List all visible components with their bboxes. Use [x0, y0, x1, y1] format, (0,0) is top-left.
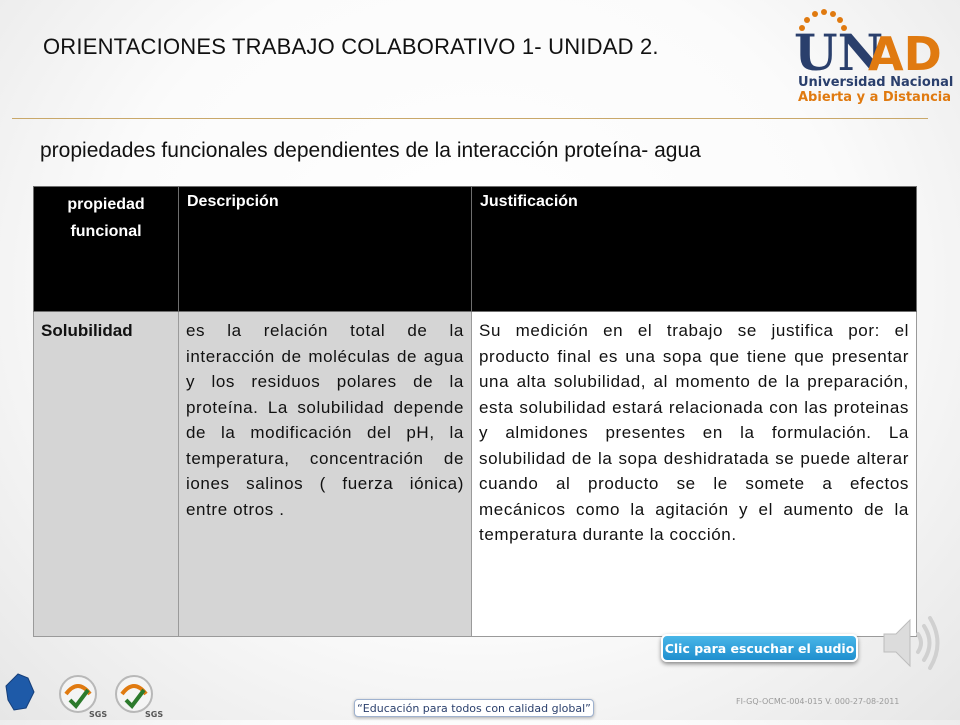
footer-motto: “Educación para todos con calidad global”	[354, 699, 594, 717]
table-row	[34, 312, 917, 637]
header-justification: Justificación	[472, 187, 917, 312]
table-header-row	[34, 187, 917, 312]
slide-title: ORIENTACIONES TRABAJO COLABORATIVO 1- UNIDAD 2.	[43, 34, 659, 59]
logo-caption	[798, 75, 954, 105]
svg-text:AD: AD	[868, 27, 940, 76]
logo-line-2: Abierta y a Distancia	[798, 90, 952, 105]
unad-logo-mark	[790, 6, 940, 76]
logo-line-1: Universidad Nacional	[798, 75, 954, 90]
properties-table	[33, 186, 917, 637]
cell-description: es la relación total de la interacción de moléculas de agua y los residuos polares de la proteína. La solubilidad depende de la modificación del pH, la temperatura, concentración de iones salinos ( fuerza iónica) entre otros .	[179, 312, 472, 637]
sgs-label-1: SGS	[89, 710, 108, 719]
cell-property: Solubilidad	[34, 312, 179, 637]
play-audio-button[interactable]: Clic para escuchar el audio	[661, 634, 858, 662]
certification-badges	[0, 664, 180, 720]
colombia-map-icon	[6, 674, 34, 710]
header-property: propiedad funcional	[34, 187, 179, 312]
speaker-icon[interactable]	[878, 612, 944, 674]
document-code: FI-GQ-OCMC-004-015 V. 000-27-08-2011	[736, 697, 900, 706]
header-description: Descripción	[179, 187, 472, 312]
sgs-label-2: SGS	[145, 710, 164, 719]
cell-justification: Su medición en el trabajo se justifica por: el producto final es una sopa que tiene que presentar una alta solubilidad, al momento de la preparación, esta solubilidad estará relacionada con las proteinas y almidones presentes en la formulación. La solubilidad de la sopa deshidratada se puede alterar cuando al producto se le somete a efectos mecánicos como la agitación y el aumento de la temperatura durante la cocción.	[472, 312, 917, 637]
slide-subtitle: propiedades funcionales dependientes de la interacción proteína- agua	[40, 139, 701, 162]
quality-seal-icon-2	[116, 676, 152, 712]
quality-seal-icon	[60, 676, 96, 712]
svg-text:UN: UN	[794, 23, 884, 76]
title-divider	[12, 118, 928, 119]
